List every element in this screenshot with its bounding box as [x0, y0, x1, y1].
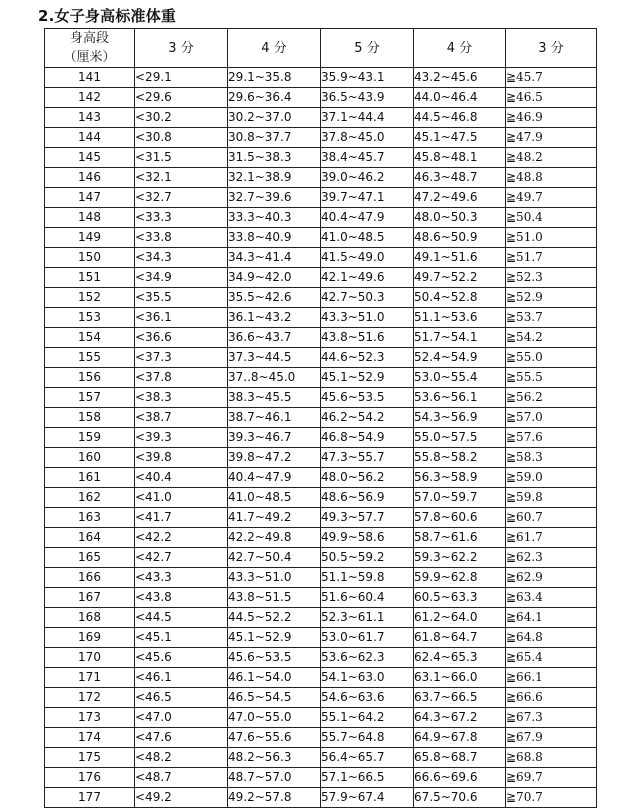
cell-score-3-high: ≧54.2	[506, 328, 597, 348]
cell-height: 150	[45, 248, 135, 268]
table-row	[45, 348, 597, 368]
cell-height: 147	[45, 188, 135, 208]
cell-score-5: 45.6~53.5	[321, 388, 414, 408]
cell-score-3-low: <43.8	[135, 588, 228, 608]
cell-height: 153	[45, 308, 135, 328]
cell-score-3-low: <45.6	[135, 648, 228, 668]
cell-score-3-low: <34.3	[135, 248, 228, 268]
cell-score-4-low: 36.1~43.2	[228, 308, 321, 328]
table-row	[45, 628, 597, 648]
table-header-row	[45, 29, 597, 68]
cell-score-4-high: 67.5~70.6	[414, 788, 506, 808]
table-row	[45, 728, 597, 748]
cell-score-5: 46.8~54.9	[321, 428, 414, 448]
cell-score-3-low: <47.0	[135, 708, 228, 728]
cell-score-4-low: 39.8~47.2	[228, 448, 321, 468]
table-row	[45, 288, 597, 308]
cell-score-4-low: 45.1~52.9	[228, 628, 321, 648]
cell-score-3-high: ≧63.4	[506, 588, 597, 608]
cell-score-4-high: 61.2~64.0	[414, 608, 506, 628]
cell-score-4-high: 66.6~69.6	[414, 768, 506, 788]
cell-height: 162	[45, 488, 135, 508]
cell-score-4-high: 48.6~50.9	[414, 228, 506, 248]
cell-score-3-high: ≧50.4	[506, 208, 597, 228]
cell-height: 152	[45, 288, 135, 308]
cell-height: 172	[45, 688, 135, 708]
cell-score-4-high: 48.0~50.3	[414, 208, 506, 228]
cell-height: 169	[45, 628, 135, 648]
cell-score-4-low: 34.9~42.0	[228, 268, 321, 288]
table-row	[45, 308, 597, 328]
cell-score-3-high: ≧62.9	[506, 568, 597, 588]
page-title: 2.女子身高标准体重	[38, 7, 177, 25]
cell-height: 149	[45, 228, 135, 248]
cell-score-4-low: 48.2~56.3	[228, 748, 321, 768]
cell-height: 154	[45, 328, 135, 348]
cell-score-5: 53.0~61.7	[321, 628, 414, 648]
cell-score-4-high: 43.2~45.6	[414, 68, 506, 88]
cell-score-5: 53.6~62.3	[321, 648, 414, 668]
cell-score-3-low: <48.7	[135, 768, 228, 788]
cell-score-4-low: 31.5~38.3	[228, 148, 321, 168]
table-row	[45, 408, 597, 428]
table-row	[45, 608, 597, 628]
cell-height: 142	[45, 88, 135, 108]
cell-score-5: 52.3~61.1	[321, 608, 414, 628]
cell-score-5: 42.7~50.3	[321, 288, 414, 308]
cell-score-4-low: 47.0~55.0	[228, 708, 321, 728]
cell-height: 151	[45, 268, 135, 288]
header-height-range	[45, 29, 135, 68]
cell-score-3-low: <34.9	[135, 268, 228, 288]
cell-score-4-low: 41.0~48.5	[228, 488, 321, 508]
cell-score-4-high: 52.4~54.9	[414, 348, 506, 368]
cell-score-3-low: <38.3	[135, 388, 228, 408]
cell-score-5: 57.1~66.5	[321, 768, 414, 788]
cell-score-3-low: <32.1	[135, 168, 228, 188]
cell-score-4-high: 63.7~66.5	[414, 688, 506, 708]
table-row	[45, 108, 597, 128]
cell-score-3-low: <46.1	[135, 668, 228, 688]
cell-score-4-low: 39.3~46.7	[228, 428, 321, 448]
cell-score-4-high: 49.7~52.2	[414, 268, 506, 288]
table-row	[45, 768, 597, 788]
cell-height: 177	[45, 788, 135, 808]
cell-score-4-low: 42.7~50.4	[228, 548, 321, 568]
cell-height: 148	[45, 208, 135, 228]
cell-score-3-low: <46.5	[135, 688, 228, 708]
cell-score-3-low: <32.7	[135, 188, 228, 208]
cell-score-4-high: 44.0~46.4	[414, 88, 506, 108]
cell-height: 146	[45, 168, 135, 188]
table-row	[45, 788, 597, 808]
cell-score-3-high: ≧53.7	[506, 308, 597, 328]
cell-height: 170	[45, 648, 135, 668]
cell-score-4-low: 30.2~37.0	[228, 108, 321, 128]
header-score-col1: 3 分	[135, 29, 228, 68]
cell-score-4-high: 62.4~65.3	[414, 648, 506, 668]
table-row	[45, 688, 597, 708]
cell-score-5: 40.4~47.9	[321, 208, 414, 228]
table-row	[45, 248, 597, 268]
cell-score-4-low: 47.6~55.6	[228, 728, 321, 748]
cell-score-4-high: 64.9~67.8	[414, 728, 506, 748]
cell-score-4-high: 51.1~53.6	[414, 308, 506, 328]
header-score-col4: 4 分	[414, 29, 506, 68]
table-row	[45, 168, 597, 188]
cell-score-3-low: <41.7	[135, 508, 228, 528]
cell-score-4-low: 29.6~36.4	[228, 88, 321, 108]
cell-score-4-high: 58.7~61.6	[414, 528, 506, 548]
cell-score-5: 48.0~56.2	[321, 468, 414, 488]
cell-score-5: 51.6~60.4	[321, 588, 414, 608]
cell-score-4-high: 46.3~48.7	[414, 168, 506, 188]
cell-score-4-low: 29.1~35.8	[228, 68, 321, 88]
cell-height: 163	[45, 508, 135, 528]
cell-score-5: 38.4~45.7	[321, 148, 414, 168]
cell-score-5: 57.9~67.4	[321, 788, 414, 808]
cell-score-5: 37.8~45.0	[321, 128, 414, 148]
table-row	[45, 328, 597, 348]
cell-score-3-high: ≧64.8	[506, 628, 597, 648]
cell-score-5: 35.9~43.1	[321, 68, 414, 88]
cell-score-3-low: <29.1	[135, 68, 228, 88]
cell-score-3-low: <37.8	[135, 368, 228, 388]
cell-height: 155	[45, 348, 135, 368]
cell-score-3-high: ≧57.6	[506, 428, 597, 448]
header-score-col2: 4 分	[228, 29, 321, 68]
cell-score-3-low: <40.4	[135, 468, 228, 488]
header-score-col5: 3 分	[506, 29, 597, 68]
cell-score-5: 54.6~63.6	[321, 688, 414, 708]
table-row	[45, 428, 597, 448]
cell-score-3-high: ≧64.1	[506, 608, 597, 628]
cell-score-3-low: <44.5	[135, 608, 228, 628]
cell-score-4-low: 43.3~51.0	[228, 568, 321, 588]
cell-score-4-high: 51.7~54.1	[414, 328, 506, 348]
header-height-label: 身高段	[69, 31, 109, 46]
cell-score-4-low: 37.3~44.5	[228, 348, 321, 368]
table-row	[45, 68, 597, 88]
cell-score-5: 39.7~47.1	[321, 188, 414, 208]
cell-score-4-high: 44.5~46.8	[414, 108, 506, 128]
cell-score-3-high: ≧69.7	[506, 768, 597, 788]
cell-score-3-low: <31.5	[135, 148, 228, 168]
table-row	[45, 568, 597, 588]
cell-score-4-low: 42.2~49.8	[228, 528, 321, 548]
cell-score-4-low: 33.8~40.9	[228, 228, 321, 248]
cell-score-3-high: ≧49.7	[506, 188, 597, 208]
cell-height: 156	[45, 368, 135, 388]
table-row	[45, 548, 597, 568]
cell-score-4-high: 61.8~64.7	[414, 628, 506, 648]
cell-score-5: 49.9~58.6	[321, 528, 414, 548]
cell-score-3-low: <48.2	[135, 748, 228, 768]
cell-score-4-low: 32.1~38.9	[228, 168, 321, 188]
table-row	[45, 188, 597, 208]
cell-score-3-low: <43.3	[135, 568, 228, 588]
table-row	[45, 268, 597, 288]
cell-height: 173	[45, 708, 135, 728]
cell-score-5: 42.1~49.6	[321, 268, 414, 288]
cell-score-3-low: <39.8	[135, 448, 228, 468]
cell-score-3-high: ≧65.4	[506, 648, 597, 668]
cell-score-4-low: 30.8~37.7	[228, 128, 321, 148]
cell-score-4-high: 57.0~59.7	[414, 488, 506, 508]
cell-score-3-high: ≧60.7	[506, 508, 597, 528]
cell-score-3-high: ≧48.8	[506, 168, 597, 188]
header-score-col3: 5 分	[321, 29, 414, 68]
cell-score-4-high: 55.0~57.5	[414, 428, 506, 448]
cell-score-5: 50.5~59.2	[321, 548, 414, 568]
cell-score-5: 56.4~65.7	[321, 748, 414, 768]
table-row	[45, 228, 597, 248]
cell-height: 145	[45, 148, 135, 168]
cell-score-5: 55.7~64.8	[321, 728, 414, 748]
cell-score-4-high: 63.1~66.0	[414, 668, 506, 688]
cell-score-5: 41.5~49.0	[321, 248, 414, 268]
cell-score-4-high: 59.9~62.8	[414, 568, 506, 588]
cell-score-3-low: <36.6	[135, 328, 228, 348]
cell-score-3-low: <38.7	[135, 408, 228, 428]
cell-height: 160	[45, 448, 135, 468]
cell-score-3-high: ≧48.2	[506, 148, 597, 168]
cell-score-4-high: 53.6~56.1	[414, 388, 506, 408]
cell-score-3-high: ≧67.3	[506, 708, 597, 728]
cell-score-4-low: 46.5~54.5	[228, 688, 321, 708]
cell-score-4-high: 50.4~52.8	[414, 288, 506, 308]
cell-score-4-low: 36.6~43.7	[228, 328, 321, 348]
cell-score-3-high: ≧52.3	[506, 268, 597, 288]
cell-score-5: 54.1~63.0	[321, 668, 414, 688]
table-row	[45, 448, 597, 468]
cell-score-4-low: 38.7~46.1	[228, 408, 321, 428]
cell-score-5: 47.3~55.7	[321, 448, 414, 468]
cell-height: 168	[45, 608, 135, 628]
cell-height: 144	[45, 128, 135, 148]
cell-score-5: 41.0~48.5	[321, 228, 414, 248]
cell-height: 166	[45, 568, 135, 588]
cell-score-4-high: 60.5~63.3	[414, 588, 506, 608]
cell-score-3-high: ≧51.0	[506, 228, 597, 248]
cell-height: 161	[45, 468, 135, 488]
cell-score-4-low: 35.5~42.6	[228, 288, 321, 308]
cell-score-3-low: <29.6	[135, 88, 228, 108]
cell-score-3-high: ≧56.2	[506, 388, 597, 408]
table-row	[45, 368, 597, 388]
cell-height: 167	[45, 588, 135, 608]
header-height-unit: （厘米）	[63, 50, 116, 65]
cell-score-4-low: 49.2~57.8	[228, 788, 321, 808]
cell-score-3-high: ≧68.8	[506, 748, 597, 768]
cell-score-5: 46.2~54.2	[321, 408, 414, 428]
cell-score-3-high: ≧45.7	[506, 68, 597, 88]
cell-height: 175	[45, 748, 135, 768]
cell-height: 159	[45, 428, 135, 448]
cell-score-3-high: ≧46.9	[506, 108, 597, 128]
cell-score-3-low: <39.3	[135, 428, 228, 448]
table-row	[45, 588, 597, 608]
cell-score-3-high: ≧70.7	[506, 788, 597, 808]
cell-score-3-high: ≧62.3	[506, 548, 597, 568]
cell-score-3-low: <42.7	[135, 548, 228, 568]
table-row	[45, 148, 597, 168]
cell-score-5: 49.3~57.7	[321, 508, 414, 528]
cell-score-5: 36.5~43.9	[321, 88, 414, 108]
table-row	[45, 708, 597, 728]
cell-score-3-low: <33.8	[135, 228, 228, 248]
cell-score-3-low: <42.2	[135, 528, 228, 548]
cell-score-4-high: 53.0~55.4	[414, 368, 506, 388]
cell-score-3-high: ≧67.9	[506, 728, 597, 748]
cell-score-4-high: 54.3~56.9	[414, 408, 506, 428]
cell-score-4-low: 45.6~53.5	[228, 648, 321, 668]
cell-height: 174	[45, 728, 135, 748]
cell-score-4-high: 45.1~47.5	[414, 128, 506, 148]
cell-score-3-high: ≧61.7	[506, 528, 597, 548]
cell-height: 141	[45, 68, 135, 88]
table-row	[45, 88, 597, 108]
cell-score-4-high: 57.8~60.6	[414, 508, 506, 528]
cell-score-3-high: ≧55.5	[506, 368, 597, 388]
table-row	[45, 208, 597, 228]
cell-score-3-high: ≧58.3	[506, 448, 597, 468]
table-row	[45, 528, 597, 548]
cell-score-4-low: 37..8~45.0	[228, 368, 321, 388]
cell-score-3-high: ≧46.5	[506, 88, 597, 108]
cell-score-3-high: ≧55.0	[506, 348, 597, 368]
cell-score-3-high: ≧47.9	[506, 128, 597, 148]
table-row	[45, 668, 597, 688]
table-row	[45, 748, 597, 768]
cell-score-5: 55.1~64.2	[321, 708, 414, 728]
cell-score-3-low: <37.3	[135, 348, 228, 368]
cell-score-4-low: 46.1~54.0	[228, 668, 321, 688]
cell-score-3-low: <35.5	[135, 288, 228, 308]
cell-height: 143	[45, 108, 135, 128]
standard-weight-table	[44, 28, 597, 808]
cell-score-4-high: 64.3~67.2	[414, 708, 506, 728]
table-row	[45, 388, 597, 408]
table-row	[45, 128, 597, 148]
cell-score-4-low: 32.7~39.6	[228, 188, 321, 208]
cell-score-5: 37.1~44.4	[321, 108, 414, 128]
cell-height: 157	[45, 388, 135, 408]
cell-height: 171	[45, 668, 135, 688]
cell-score-4-low: 44.5~52.2	[228, 608, 321, 628]
cell-score-3-low: <33.3	[135, 208, 228, 228]
cell-score-4-high: 56.3~58.9	[414, 468, 506, 488]
cell-score-3-high: ≧57.0	[506, 408, 597, 428]
cell-score-4-high: 49.1~51.6	[414, 248, 506, 268]
cell-score-4-low: 40.4~47.9	[228, 468, 321, 488]
cell-score-4-high: 45.8~48.1	[414, 148, 506, 168]
cell-score-3-high: ≧59.8	[506, 488, 597, 508]
cell-score-5: 43.3~51.0	[321, 308, 414, 328]
cell-score-3-low: <41.0	[135, 488, 228, 508]
table-row	[45, 468, 597, 488]
cell-score-3-high: ≧51.7	[506, 248, 597, 268]
cell-score-4-low: 34.3~41.4	[228, 248, 321, 268]
cell-height: 176	[45, 768, 135, 788]
cell-score-3-high: ≧66.6	[506, 688, 597, 708]
table-row	[45, 488, 597, 508]
cell-score-5: 51.1~59.8	[321, 568, 414, 588]
cell-score-3-low: <49.2	[135, 788, 228, 808]
cell-score-4-low: 48.7~57.0	[228, 768, 321, 788]
cell-score-4-low: 43.8~51.5	[228, 588, 321, 608]
cell-score-4-high: 47.2~49.6	[414, 188, 506, 208]
cell-score-5: 48.6~56.9	[321, 488, 414, 508]
cell-score-5: 44.6~52.3	[321, 348, 414, 368]
cell-score-4-high: 59.3~62.2	[414, 548, 506, 568]
cell-score-4-high: 65.8~68.7	[414, 748, 506, 768]
table-row	[45, 508, 597, 528]
cell-height: 158	[45, 408, 135, 428]
cell-score-5: 43.8~51.6	[321, 328, 414, 348]
cell-score-3-high: ≧66.1	[506, 668, 597, 688]
cell-score-5: 39.0~46.2	[321, 168, 414, 188]
cell-score-3-low: <36.1	[135, 308, 228, 328]
cell-score-3-high: ≧52.9	[506, 288, 597, 308]
cell-score-4-high: 55.8~58.2	[414, 448, 506, 468]
cell-score-3-low: <30.8	[135, 128, 228, 148]
cell-score-4-low: 33.3~40.3	[228, 208, 321, 228]
cell-height: 164	[45, 528, 135, 548]
cell-score-3-high: ≧59.0	[506, 468, 597, 488]
cell-score-5: 45.1~52.9	[321, 368, 414, 388]
cell-height: 165	[45, 548, 135, 568]
cell-score-3-low: <45.1	[135, 628, 228, 648]
table-body	[45, 68, 597, 808]
cell-score-4-low: 38.3~45.5	[228, 388, 321, 408]
cell-score-3-low: <30.2	[135, 108, 228, 128]
cell-score-3-low: <47.6	[135, 728, 228, 748]
cell-score-4-low: 41.7~49.2	[228, 508, 321, 528]
table-row	[45, 648, 597, 668]
